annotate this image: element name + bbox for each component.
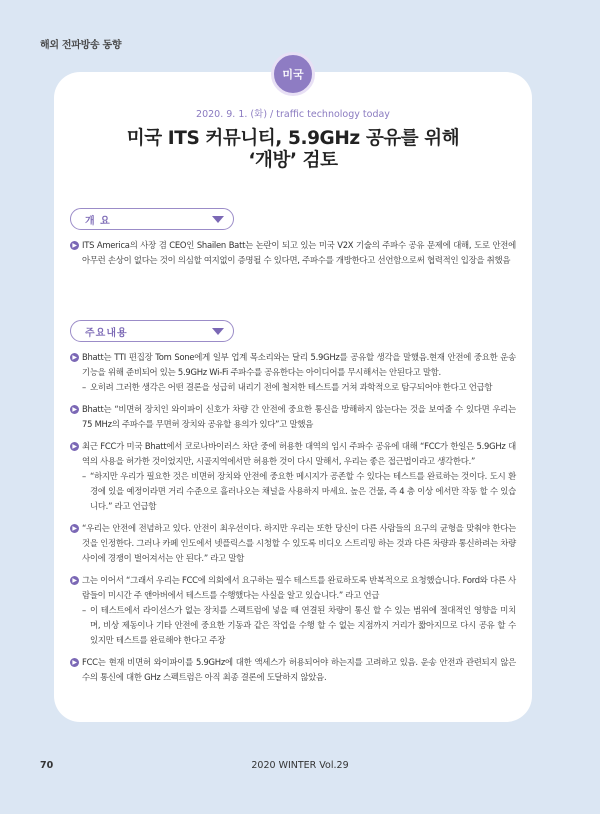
- overview-text: ITS America의 사장 겸 CEO인 Shailen Batt는 논란이 되고 있는 미국 V2X 기술의 주파수 공유 문제에 대해, 도로 안전에 아무런 손상이 없다는 것이 의심할 여지없이 증명될 수 있다면, 주파수를 개방한다고 선언함으로써 협력적인 입장을 취했음: [82, 240, 516, 265]
- bullet-arrow-icon: ▶: [70, 353, 79, 362]
- bullet-arrow-icon: ▶: [70, 241, 79, 250]
- main-item: [70, 402, 516, 432]
- bullet-arrow-icon: ▶: [70, 524, 79, 533]
- overview-label: 개 요: [85, 215, 111, 227]
- main-block: [70, 350, 516, 692]
- country-badge: 미국: [271, 52, 315, 96]
- article-title: [54, 128, 532, 172]
- main-item-text: 최근 FCC가 미국 Bhatt에서 코로나바이러스 차단 중에 허용한 대역의 임시 주파수 공유에 대해 “FCC가 한일은 5.9GHz 대역의 사용을 허가한 것이었지만, 시골지역에서만 허용한 것이 다시 말해서, 우리는 좋은 접근법이라고 생각한다.”: [82, 441, 516, 466]
- dateline: 2020. 9. 1. (화) / traffic technology today: [196, 109, 390, 120]
- triangle-down-icon: [212, 328, 224, 335]
- main-item-text: FCC는 현재 비면허 와이파이를 5.9GHz에 대한 액세스가 허용되어야 하는지를 고려하고 있음. 운송 안전과 관련되지 않은 수의 통신에 대한 GHz 스펙트럼은 아직 최종 결론에 도달하지 않았음.: [82, 657, 516, 682]
- bullet-arrow-icon: ▶: [70, 405, 79, 414]
- section-label: 해외 전파방송 동향: [40, 40, 122, 51]
- triangle-down-icon: [212, 216, 224, 223]
- overview-bullet: [70, 238, 516, 268]
- main-subitem-text: 오히려 그러한 생각은 어떤 결론을 성급히 내리기 전에 철저한 테스트를 거쳐 과학적으로 탐구되어야 한다고 언급함: [90, 382, 493, 392]
- main-subitem: [70, 380, 516, 395]
- main-item-text: “우리는 안전에 전념하고 있다. 안전이 최우선이다. 하지만 우리는 또한 당신이 다른 사람들의 요구의 균형을 맞춰야 한다는 것을 인정한다. 그러나 카페 인도에서 넷플릭스를 시청할 수 있도록 비디오 스트리밍 하는 것과 다른 차량과 통신하려는 차량 사이에 경쟁이 벌어져서는 안 된다.” 라고 말함: [82, 523, 516, 563]
- main-item-text: 그는 이어서 “그래서 우리는 FCC에 의회에서 요구하는 필수 테스트를 완료하도록 반복적으로 요청했습니다. Ford와 다른 사람들이 미시간 주 앤아버에서 테스트를 수행했다는 사실을 알고 있습니다.” 라고 언급: [82, 575, 516, 600]
- main-subitem-text: “하지만 우리가 필요한 것은 비면허 장치와 안전에 중요한 메시지가 공존할 수 있다는 테스트를 완료하는 것이다. 도시 환경에 있을 예정이라면 거리 수준으로 흘러나오는 채널을 사용하지 마세요. 높은 건물, 즉 4 층 이상 에서만 작동 할 수 있습니다.” 라고 언급함: [90, 471, 516, 511]
- issue-label: 2020 WINTER Vol.29: [251, 760, 349, 771]
- main-header[interactable]: [70, 320, 234, 342]
- main-item-text: Bhatt는 “비면허 장치인 와이파이 신호가 차량 간 안전에 중요한 통신을 방해하지 않는다는 것을 보여줄 수 있다면 우리는 75 MHz의 주파수를 무면허 장치와 공유할 용의가 있다”고 말했음: [82, 404, 516, 429]
- dash-marker: –: [82, 605, 86, 615]
- main-label: 주요내용: [85, 327, 128, 339]
- main-subitem-text: 이 테스트에서 라이선스가 없는 장치를 스펙트럼에 넣을 때 연결된 차량이 통신 할 수 있는 범위에 절대적인 영향을 미치며, 비상 제동이나 기타 안전에 중요한 기동과 같은 작업을 수행 할 수 없는 지점까지 거리가 짧아지므로 다시 공유 할 수 있지만 테스트를 완료해야 한다고 주장: [90, 605, 516, 645]
- main-item: [70, 521, 516, 566]
- main-item: [70, 573, 516, 648]
- overview-header[interactable]: [70, 208, 234, 230]
- title-line-2: ‘개방’ 검토: [248, 150, 338, 171]
- dash-marker: –: [82, 382, 86, 392]
- page-number: 70: [40, 760, 54, 771]
- overview-block: [70, 238, 516, 275]
- bullet-arrow-icon: ▶: [70, 658, 79, 667]
- dash-marker: –: [82, 471, 86, 481]
- title-line-1: 미국 ITS 커뮤니티, 5.9GHz 공유를 위해: [126, 128, 460, 149]
- article-card: [54, 72, 532, 722]
- bullet-arrow-icon: ▶: [70, 442, 79, 451]
- main-item: [70, 655, 516, 685]
- bullet-arrow-icon: ▶: [70, 576, 79, 585]
- main-subitem: [70, 603, 516, 648]
- main-item: [70, 439, 516, 514]
- main-item-text: Bhatt는 TTI 편집장 Tom Sone에게 일부 업계 목소리와는 달리 5.9GHz를 공유할 생각을 말했음.현재 안전에 중요한 운송 기능을 위해 준비되어 있는 5.9GHz Wi-Fi 주파수를 공유한다는 아이디어를 무시해서는 안된다고 말함.: [82, 352, 516, 377]
- main-item: [70, 350, 516, 395]
- main-subitem: [70, 469, 516, 514]
